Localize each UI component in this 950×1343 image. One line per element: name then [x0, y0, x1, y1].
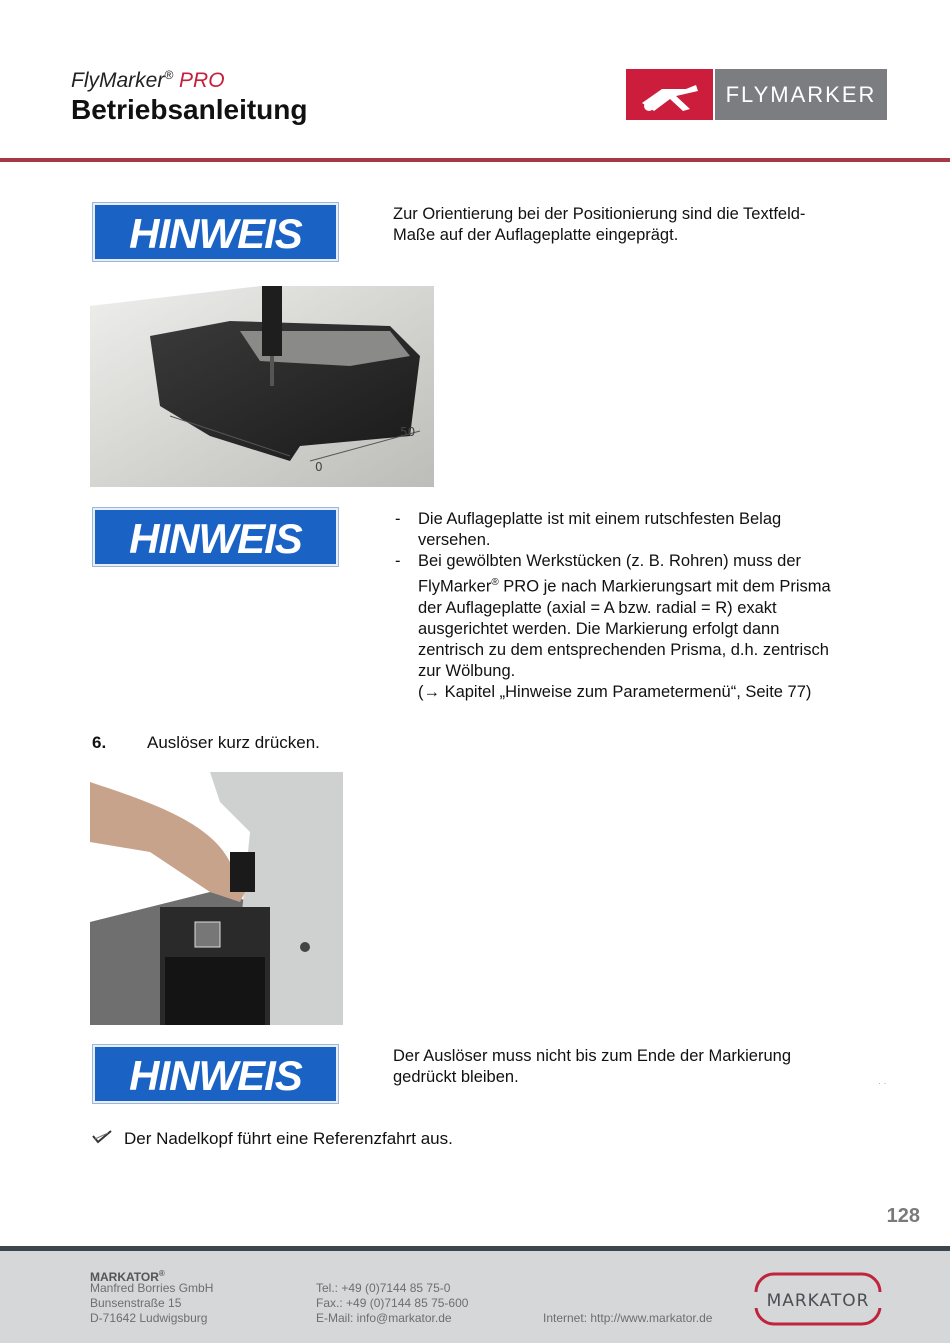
footer-line: D-71642 Ludwigsburg: [90, 1311, 208, 1325]
step-text: Auslöser kurz drücken.: [147, 733, 320, 752]
header-product: FlyMarker® PRO: [71, 68, 225, 92]
page-title: Betriebsanleitung: [71, 94, 308, 125]
result-text: Der Nadelkopf führt eine Referenzfahrt aus.: [124, 1129, 453, 1148]
svg-text:50: 50: [400, 425, 416, 439]
flymarker-logo-icon: [626, 69, 713, 120]
footer-line: Manfred Borries GmbH: [90, 1281, 214, 1295]
footer-fax: Fax.: +49 (0)7144 85 75-600: [316, 1296, 469, 1310]
flymarker-logo: FLYMARKER: [715, 69, 887, 120]
footer-line: Bunsenstraße 15: [90, 1296, 182, 1310]
note-list-item: - Bei gewölbten Werkstücken (z. B. Rohren) muss der FlyMarker® PRO je nach Markierungsart mit dem Prisma der Auflageplatte (axial = A bzw. radial = R) exakt ausgerichtet werden. Die Markierung erfolgt dann zentrisch zu dem entsprechenden Prisma, d.h. zentrisch zur Wölbung. (→ Kapitel „Hinweise zum Parametermenü“, Seite 77): [395, 552, 831, 701]
header-divider: [0, 158, 950, 162]
step-number: 6.: [92, 733, 107, 752]
note-text: Zur Orientierung bei der Positionierung sind die Textfeld-Maße auf der Auflageplatte eingeprägt.: [393, 205, 806, 244]
note-list: [393, 509, 843, 703]
svg-text:MARKATOR: MARKATOR: [766, 1291, 870, 1311]
markator-logo: [753, 1268, 883, 1330]
footer-website[interactable]: Internet: http://www.markator.de: [543, 1311, 713, 1325]
footer-tel: Tel.: +49 (0)7144 85 75-0: [316, 1281, 451, 1295]
footer-company: MARKATOR®: [90, 1269, 165, 1284]
hinweis-badge: HINWEIS: [93, 203, 338, 261]
page-number: 128: [886, 1205, 920, 1227]
hinweis-badge: HINWEIS: [93, 1045, 338, 1103]
decorative-dots: · ·: [878, 1078, 887, 1088]
chapter-reference: (→ Kapitel „Hinweise zum Parametermenü“, Seite 77): [418, 682, 812, 701]
hinweis-badge: HINWEIS: [93, 508, 338, 566]
trigger-photo: [90, 772, 343, 1025]
svg-text:0: 0: [315, 460, 323, 474]
note-list-item: - Die Auflageplatte ist mit einem rutschfesten Belag versehen.: [395, 510, 782, 549]
footer-email[interactable]: E-Mail: info@markator.de: [316, 1311, 452, 1325]
result-check-icon: [92, 1130, 112, 1144]
note-text: Der Auslöser muss nicht bis zum Ende der Markierung gedrückt bleiben.: [393, 1047, 791, 1086]
support-plate-photo: [90, 286, 434, 487]
